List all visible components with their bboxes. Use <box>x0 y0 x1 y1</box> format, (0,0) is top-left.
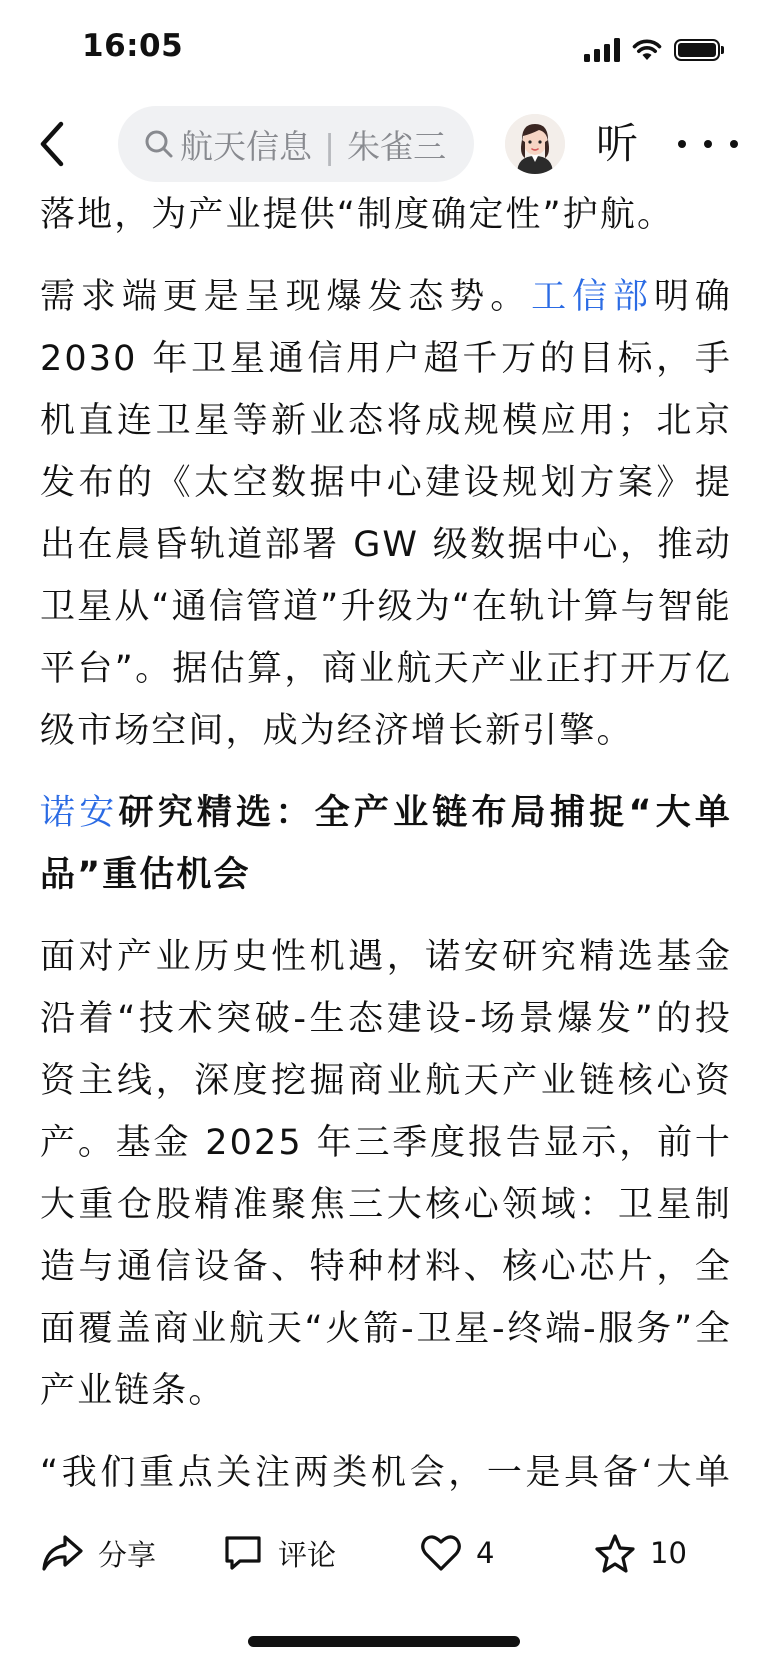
favorite-count: 10 <box>650 1536 687 1570</box>
section-heading <box>40 782 732 906</box>
share-button[interactable] <box>40 1528 156 1578</box>
back-button[interactable] <box>26 114 78 174</box>
search-suffix: 朱雀三 <box>347 126 447 166</box>
entity-link-nuoan[interactable]: 诺安 <box>40 793 119 833</box>
heart-icon <box>420 1533 462 1573</box>
avatar-icon <box>505 114 565 174</box>
share-label: 分享 <box>98 1537 157 1572</box>
search-placeholder <box>180 121 446 168</box>
avatar[interactable] <box>505 114 565 174</box>
paragraph: 面对产业历史性机遇，诺安研究精选基金沿着“技术突破-生态建设-场景爆发”的投资主线，深度挖掘商业航天产业链核心资产。基金 2025 年三季度报告显示，前十大重仓股精准聚焦三大核心领域：卫星制造与通信设备、特种材料、核心芯片，全面覆盖商业航天“火箭-卫星-终端-服务”全产业链条。 <box>40 937 732 1411</box>
wifi-icon <box>632 38 662 62</box>
more-dot-icon <box>678 140 686 148</box>
more-dot-icon <box>704 140 712 148</box>
like-count: 4 <box>476 1536 495 1570</box>
nav-bar <box>0 100 768 188</box>
search-icon <box>144 129 174 159</box>
search-separator: | <box>324 126 336 166</box>
battery-icon <box>674 39 720 61</box>
status-time: 16:05 <box>82 28 184 64</box>
heading-text: 研究精选：全产业链布局捕捉“大单品”重估机会 <box>40 793 732 895</box>
more-options-button[interactable] <box>678 114 738 174</box>
search-term: 航天信息 <box>180 126 312 166</box>
share-icon <box>40 1533 84 1573</box>
comment-button[interactable] <box>222 1528 336 1578</box>
status-icons <box>584 36 720 64</box>
favorite-button[interactable] <box>594 1528 687 1578</box>
paragraph: “我们重点关注两类机会，一是具备‘大单 <box>40 1453 732 1493</box>
paragraph-text: 明确 2030 年卫星通信用户超千万的目标，手机直连卫星等新业态将成规模应用；北京发布的《太空数据中心建设规划方案》提出在晨昏轨道部署 GW 级数据中心，推动卫星从“通信管道”升级为“在轨计算与智能平台”。据估算，商业航天产业正打开万亿级市场空间，成为经济增长新引擎。 <box>40 277 732 751</box>
paragraph-text: 需求端更是呈现爆发态势。 <box>40 277 532 317</box>
comment-label: 评论 <box>278 1537 337 1572</box>
like-button[interactable] <box>420 1528 494 1578</box>
home-indicator[interactable] <box>248 1636 520 1647</box>
entity-link-miit[interactable]: 工信部 <box>531 277 654 317</box>
status-bar <box>0 0 768 100</box>
listen-button[interactable]: 听 <box>596 119 639 168</box>
chevron-left-icon <box>37 120 67 168</box>
cellular-signal-icon <box>584 38 620 62</box>
article-body <box>40 196 732 1506</box>
star-icon <box>594 1533 636 1573</box>
more-dot-icon <box>730 140 738 148</box>
search-box[interactable] <box>118 106 474 182</box>
action-bar <box>0 1508 768 1598</box>
comment-icon <box>222 1533 264 1573</box>
paragraph: 落地，为产业提供“制度确定性”护航。 <box>40 196 675 235</box>
paragraph <box>40 266 732 762</box>
